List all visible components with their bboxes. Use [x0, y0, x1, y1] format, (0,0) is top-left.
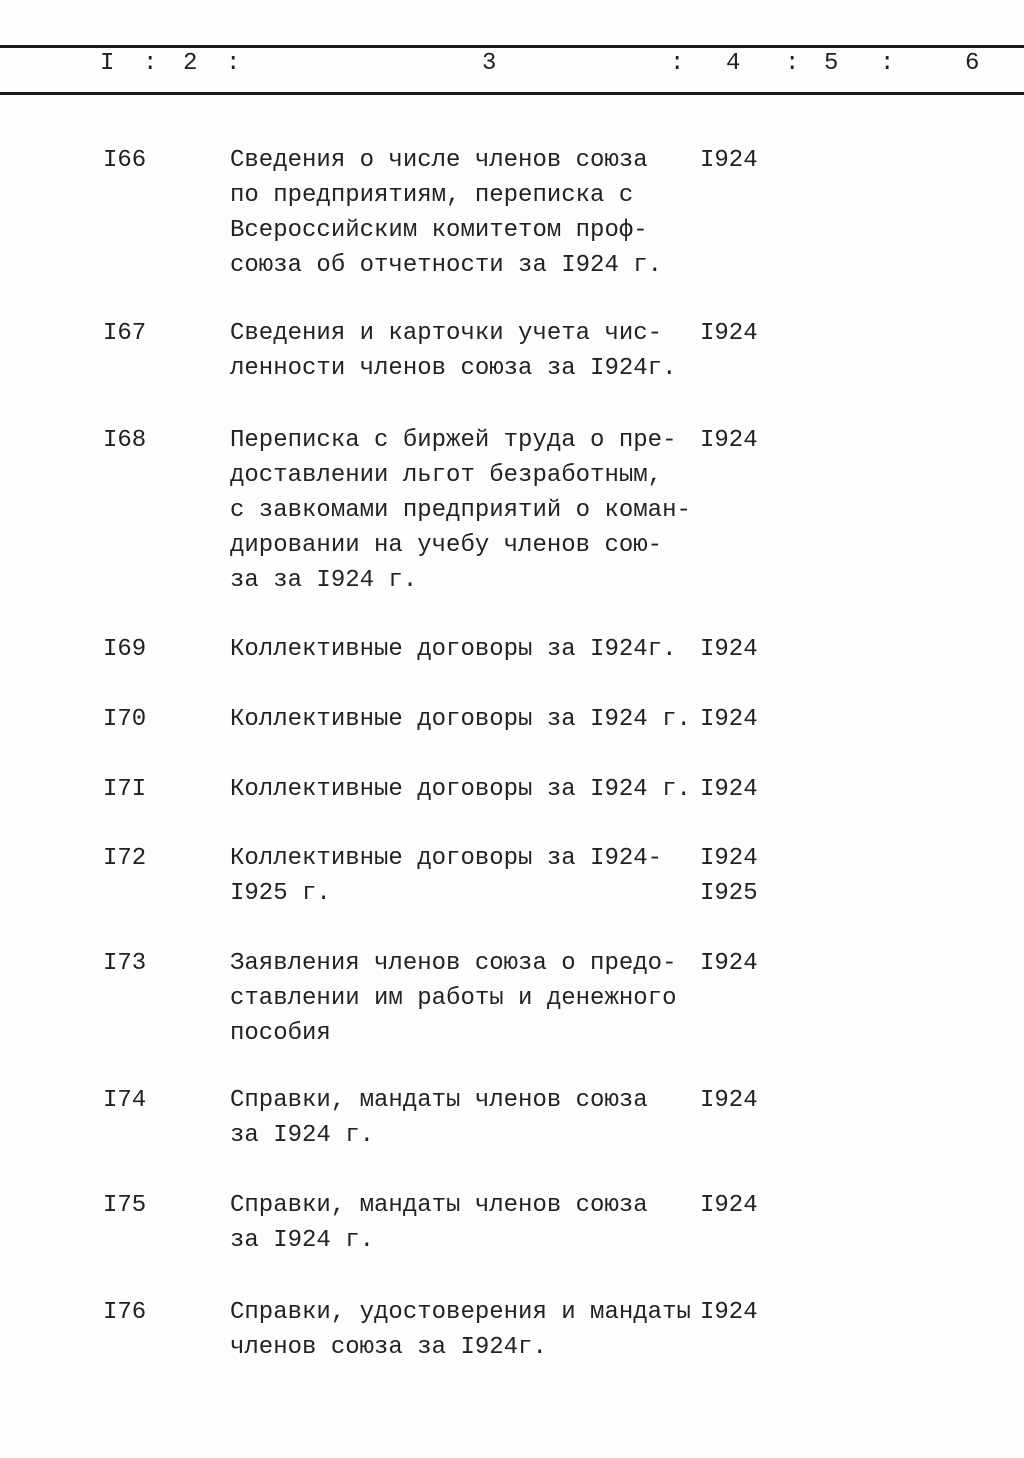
entry-years [700, 1083, 758, 1118]
header-bottom-rule [0, 92, 1024, 95]
description-line: союза об отчетности за I924 г. [230, 252, 663, 279]
entry-description [230, 632, 676, 667]
entry-description [230, 423, 691, 598]
entry-years [700, 946, 758, 981]
description-line: Сведения о числе членов союза [230, 147, 648, 174]
entry-year: I924 [700, 320, 758, 347]
column-header-1: I [100, 50, 115, 77]
entry-description [230, 1295, 691, 1365]
entry-description [230, 316, 676, 386]
column-header-2: 2 [183, 50, 198, 77]
entry-number: I70 [103, 706, 147, 733]
column-header-3: 3 [482, 50, 497, 77]
entry-description [230, 1083, 648, 1153]
entry-year: I925 [700, 880, 758, 907]
description-line: Справки, мандаты членов союза [230, 1192, 648, 1219]
description-line: ленности членов союза за I924г. [230, 355, 677, 382]
entry-number: I67 [103, 320, 147, 347]
entry-number: I69 [103, 636, 147, 663]
description-line: Коллективные договоры за I924 г. [230, 776, 691, 803]
entry-number: I73 [103, 950, 147, 977]
entry-description [230, 946, 676, 1051]
entry-number: I74 [103, 1087, 147, 1114]
entry-description [230, 143, 662, 283]
entry-description [230, 702, 691, 737]
header-top-rule [0, 45, 1024, 48]
column-separator: : [670, 50, 685, 77]
entry-number: I68 [103, 427, 147, 454]
column-separator: : [226, 50, 241, 77]
entry-year: I924 [700, 1192, 758, 1219]
entry-years [700, 772, 758, 807]
description-line: Коллективные договоры за I924г. [230, 636, 677, 663]
description-line: Справки, мандаты членов союза [230, 1087, 648, 1114]
entry-number: I76 [103, 1299, 147, 1326]
description-line: Заявления членов союза о предо- [230, 950, 677, 977]
description-line: членов союза за I924г. [230, 1334, 547, 1361]
entry-years [700, 1295, 758, 1330]
entry-number: I7I [103, 776, 147, 803]
entry-year: I924 [700, 636, 758, 663]
description-line: доставлении льгот безработным, [230, 462, 663, 489]
entry-years [700, 702, 758, 737]
description-line: по предприятиям, переписка с [230, 182, 634, 209]
entry-year: I924 [700, 427, 758, 454]
entry-year: I924 [700, 147, 758, 174]
description-line: с завкомами предприятий о коман- [230, 497, 691, 524]
column-header-5: 5 [824, 50, 839, 77]
entry-years [700, 632, 758, 667]
column-separator: : [785, 50, 800, 77]
entry-number: I66 [103, 147, 147, 174]
entry-years [700, 1188, 758, 1223]
description-line: Сведения и карточки учета чис- [230, 320, 663, 347]
description-line: дировании на учебу членов сою- [230, 532, 663, 559]
entry-number: I75 [103, 1192, 147, 1219]
entry-year: I924 [700, 1087, 758, 1114]
description-line: за за I924 г. [230, 567, 418, 594]
entry-year: I924 [700, 950, 758, 977]
column-header-6: 6 [965, 50, 980, 77]
entry-number: I72 [103, 845, 147, 872]
entry-years [700, 841, 758, 911]
entry-year: I924 [700, 776, 758, 803]
entry-description [230, 772, 691, 807]
entry-year: I924 [700, 706, 758, 733]
description-line: Справки, удостоверения и мандаты [230, 1299, 691, 1326]
description-line: за I924 г. [230, 1122, 375, 1149]
column-separator: : [143, 50, 158, 77]
entry-description [230, 841, 662, 911]
description-line: Переписка с биржей труда о пре- [230, 427, 677, 454]
description-line: пособия [230, 1020, 331, 1047]
entry-years [700, 423, 758, 458]
description-line: Коллективные договоры за I924- [230, 845, 663, 872]
entry-year: I924 [700, 1299, 758, 1326]
entry-years [700, 316, 758, 351]
column-header-4: 4 [726, 50, 741, 77]
entry-description [230, 1188, 648, 1258]
entry-years [700, 143, 758, 178]
description-line: ставлении им работы и денежного [230, 985, 677, 1012]
column-separator: : [880, 50, 895, 77]
description-line: I925 г. [230, 880, 331, 907]
description-line: за I924 г. [230, 1227, 375, 1254]
description-line: Всероссийским комитетом проф- [230, 217, 648, 244]
entry-year: I924 [700, 845, 758, 872]
description-line: Коллективные договоры за I924 г. [230, 706, 691, 733]
